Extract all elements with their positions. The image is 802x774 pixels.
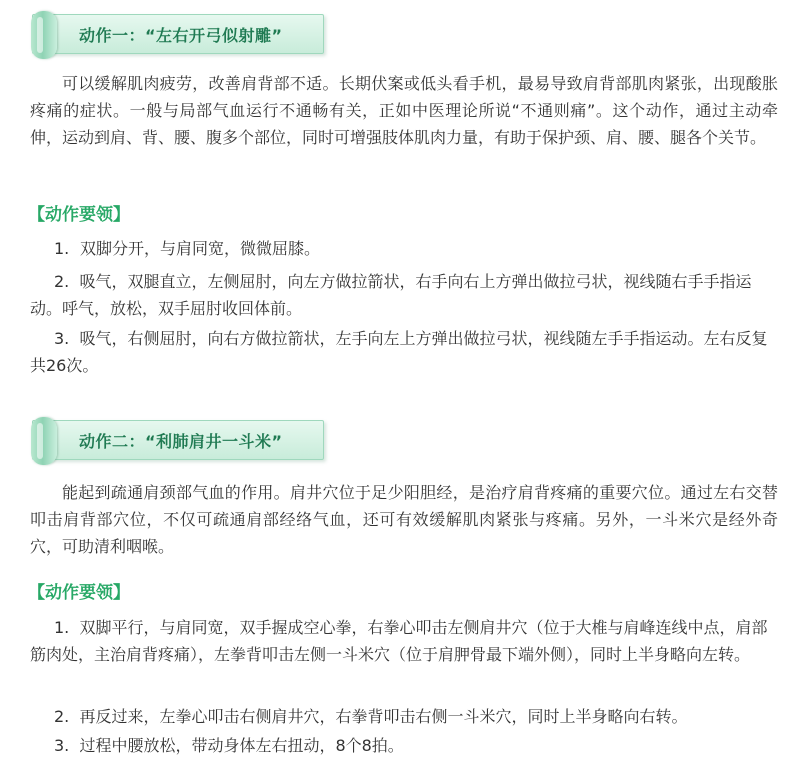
scroll-roll-icon [31,11,57,59]
section-2-step-1 [30,614,780,668]
section-1-step-1 [30,235,780,262]
step-text: 双脚分开，与肩同宽，微微屈膝。 [80,239,321,258]
step-number: 2. [54,272,70,291]
section-1-title-banner [32,14,324,54]
section-2-title [79,429,283,452]
section-2-heading: 【动作要领】 [28,583,130,603]
step-number: 1. [54,618,70,637]
section-1-intro: 可以缓解肌肉疲劳，改善肩背部不适。长期伏案或低头看手机，最易导致肩背部肌肉紧张，出现酸胀疼痛的症状。一般与局部气血运行不通畅有关，正如中医理论所说“不通则痛”。这个动作，通过主动牵伸，运动到肩、背、腰、腹多个部位，同时可增强肢体肌肉力量，有助于保护颈、肩、腰、腿各个关节。 [30,74,778,147]
section-1-step-2 [30,268,780,322]
step-number: 3. [54,736,70,755]
section-2-title-name: “利肺肩井一斗米” [145,432,283,451]
section-1-title-prefix: 动作一： [79,26,146,45]
section-2-step-3 [30,732,780,759]
section-2-title-banner [32,420,324,460]
step-text: 再反过来，左拳心叩击右侧肩井穴，右拳背叩击右侧一斗米穴，同时上半身略向右转。 [79,707,688,726]
section-1-title [79,23,283,46]
scroll-roll-icon [31,417,57,465]
section-1-heading: 【动作要领】 [28,205,130,225]
step-number: 1. [54,239,70,258]
section-2-step-2 [30,703,780,730]
step-number: 3. [54,329,70,348]
section-2-title-prefix: 动作二： [79,432,146,451]
step-text: 吸气，右侧屈肘，向右方做拉箭状，左手向左上方弹出做拉弓状，视线随左手手指运动。左右反复共26次。 [30,329,768,375]
step-text: 吸气，双腿直立，左侧屈肘，向左方做拉箭状，右手向右上方弹出做拉弓状，视线随右手手指运动。呼气，放松，双手屈肘收回体前。 [30,272,752,318]
step-number: 2. [54,707,70,726]
section-2-intro: 能起到疏通肩颈部气血的作用。肩井穴位于足少阳胆经，是治疗肩背疼痛的重要穴位。通过左右交替叩击肩背部穴位，不仅可疏通肩部经络气血，还可有效缓解肌肉紧张与疼痛。另外，一斗米穴是经外奇穴，可助清利咽喉。 [30,483,778,556]
step-text: 过程中腰放松，带动身体左右扭动，8个8拍。 [79,736,404,755]
section-1-step-3 [30,325,780,379]
section-1-title-name: “左右开弓似射雕” [145,26,283,45]
step-text: 双脚平行，与肩同宽，双手握成空心拳，右拳心叩击左侧肩井穴（位于大椎与肩峰连线中点，肩部筋肉处，主治肩背疼痛），左拳背叩击左侧一斗米穴（位于肩胛骨最下端外侧），同时上半身略向左转。 [30,618,768,664]
